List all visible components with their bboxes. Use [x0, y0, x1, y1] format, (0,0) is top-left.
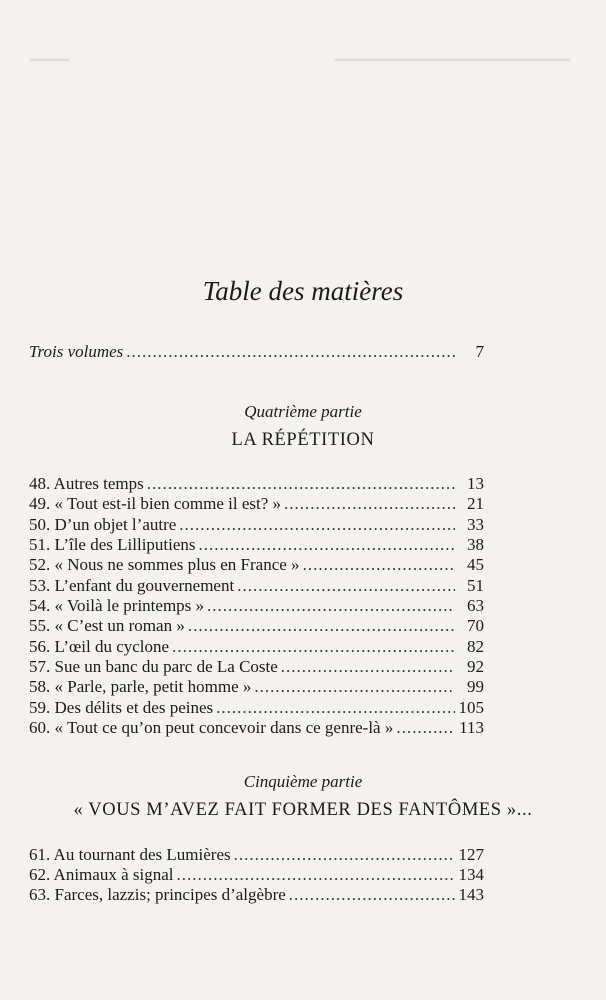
dot-leader	[303, 555, 455, 575]
toc-entry-page: 92	[467, 657, 484, 676]
dot-leader	[237, 576, 455, 596]
toc-entry-intro	[29, 342, 484, 362]
dot-leader	[234, 845, 455, 865]
toc-entry-label: 58. « Parle, parle, petit homme »	[29, 677, 252, 696]
dot-leader	[396, 718, 455, 738]
toc-entry-label: 50. D’un objet l’autre	[29, 515, 177, 534]
toc-entry	[29, 865, 484, 885]
toc-entry	[29, 515, 484, 535]
toc-entry	[29, 677, 484, 697]
toc-entry	[29, 637, 484, 657]
toc-entry-label: 62. Animaux à signal	[29, 865, 174, 884]
toc-entry	[29, 616, 484, 636]
toc-entry-label: 61. Au tournant des Lumières	[29, 845, 231, 864]
toc-entry-page: 105	[458, 698, 484, 717]
toc-entry-page: 51	[467, 576, 484, 595]
part-subtitle: Quatrième partie	[244, 402, 362, 421]
toc-entry-page: 33	[467, 515, 484, 534]
toc-entry	[29, 474, 484, 494]
toc-entry-page: 13	[467, 474, 484, 493]
toc-entry-page: 127	[458, 845, 484, 864]
page-title: Table des matières	[202, 276, 404, 306]
toc-entry-label: 53. L’enfant du gouvernement	[29, 576, 235, 595]
toc-entry	[29, 555, 484, 575]
toc-entry-page: 82	[467, 637, 484, 656]
dot-leader	[254, 677, 455, 697]
dot-leader	[284, 494, 455, 514]
dot-leader	[147, 474, 455, 494]
toc-entry-label: 60. « Tout ce qu’on peut concevoir dans ce genre-là »	[29, 718, 394, 737]
toc-entry-page: 143	[458, 885, 484, 904]
toc-entry	[29, 698, 484, 718]
toc-entry-label: 52. « Nous ne sommes plus en France »	[29, 555, 300, 574]
toc-entry-label: 48. Autres temps	[29, 474, 144, 493]
show-through-texture: ▁▁▁▁▁▁▁▁▁▁▁▁▁▁▁▁▁▁ ▁▁▁	[30, 42, 570, 61]
dot-leader	[281, 657, 455, 677]
part-heading: « VOUS M’AVEZ FAIT FORMER DES FANTÔMES »...	[73, 800, 533, 820]
toc-entry-page: 21	[467, 494, 484, 513]
toc-entry-label: 51. L’île des Lilliputiens	[29, 535, 196, 554]
toc-entry-page: 113	[459, 718, 484, 737]
toc-entry	[29, 576, 484, 596]
toc-entry	[29, 596, 484, 616]
toc-entry-page: 134	[458, 865, 484, 884]
toc-entry-label: Trois volumes	[29, 342, 124, 361]
toc-entry-page: 70	[467, 616, 484, 635]
dot-leader	[289, 885, 455, 905]
dot-leader	[179, 515, 455, 535]
toc-entry	[29, 494, 484, 514]
toc-entry	[29, 657, 484, 677]
toc-entry-label: 49. « Tout est-il bien comme il est? »	[29, 494, 282, 513]
toc-entry	[29, 535, 484, 555]
toc-entry-page: 99	[467, 677, 484, 696]
dot-leader	[172, 637, 455, 657]
part-subtitle: Cinquième partie	[243, 772, 363, 791]
toc-entry-label: 59. Des délits et des peines	[29, 698, 214, 717]
dot-leader	[188, 616, 455, 636]
dot-leader	[199, 535, 455, 555]
toc-entry-page: 38	[467, 535, 484, 554]
dot-leader	[176, 865, 455, 885]
dot-leader	[126, 342, 455, 362]
toc-entry-label: 57. Sue un banc du parc de La Coste	[29, 657, 278, 676]
dot-leader	[216, 698, 455, 718]
toc-entry-label: 55. « C’est un roman »	[29, 616, 185, 635]
toc-entry-label: 63. Farces, lazzis; principes d’algèbre	[29, 885, 286, 904]
toc-entry	[29, 718, 484, 738]
toc-entry-page: 45	[467, 555, 484, 574]
toc-entry-page: 63	[467, 596, 484, 615]
toc-entry-label: 56. L’œil du cyclone	[29, 637, 170, 656]
toc-entry	[29, 885, 484, 905]
toc-entry	[29, 845, 484, 865]
part-heading: LA RÉPÉTITION	[231, 430, 375, 450]
dot-leader	[207, 596, 455, 616]
toc-entry-label: 54. « Voilà le printemps »	[29, 596, 205, 615]
toc-entry-page: 7	[475, 342, 484, 361]
